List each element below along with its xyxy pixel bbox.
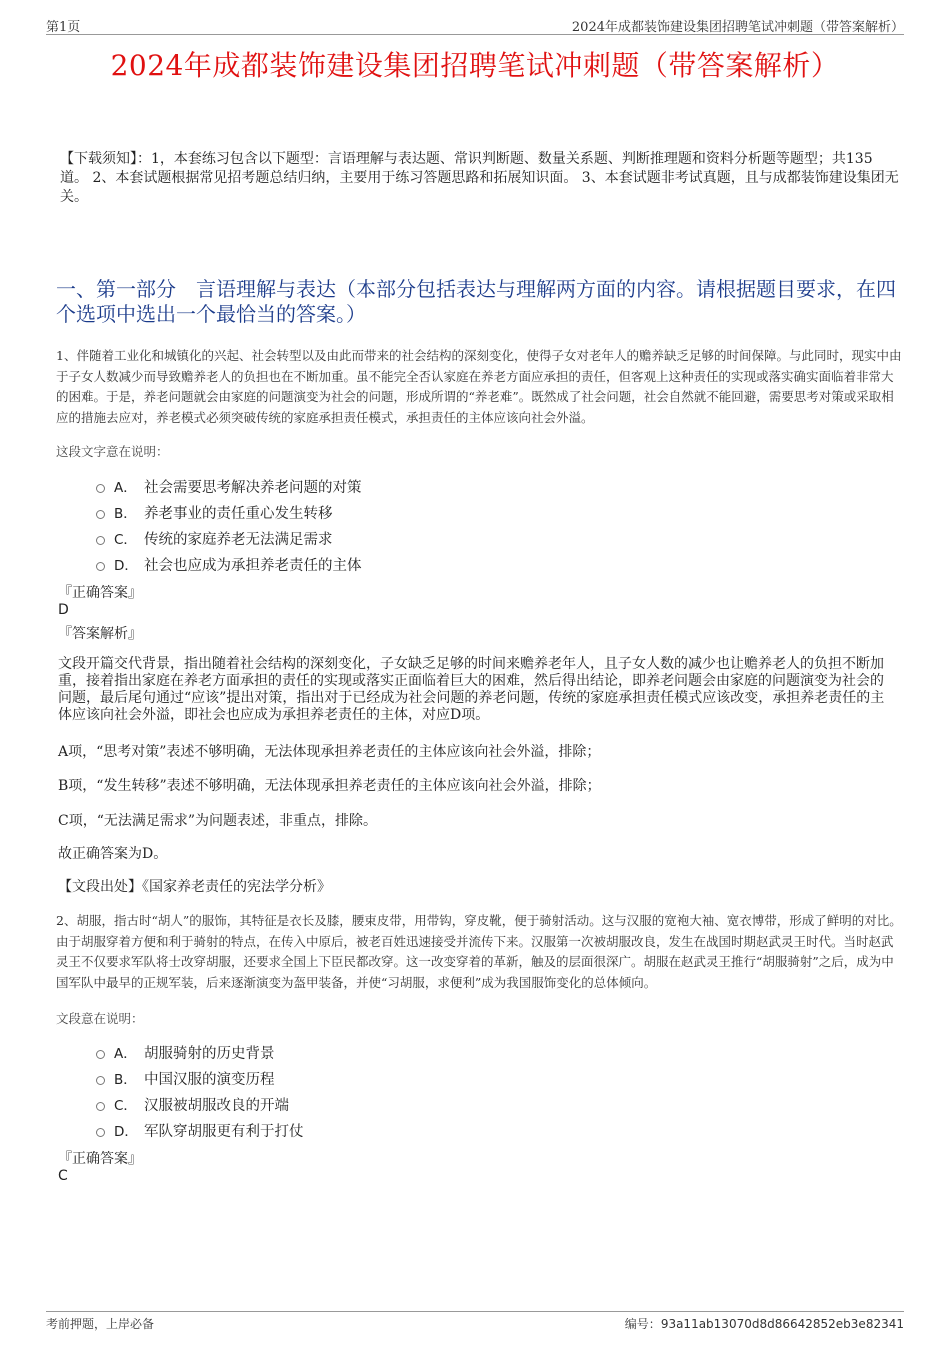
radio-icon[interactable] (96, 562, 105, 571)
header-doc-title: 2024年成都装饰建设集团招聘笔试冲刺题（带答案解析） (571, 20, 904, 35)
code-label: 编号： (624, 1317, 661, 1331)
option-d[interactable]: D． 社会也应成为承担养老责任的主体 (96, 551, 362, 577)
radio-icon[interactable] (96, 1102, 105, 1111)
correct-answer: C (58, 1168, 68, 1184)
code-value: 93a11ab13070d8d86642852eb3e82341 (660, 1317, 904, 1331)
option-c[interactable]: C． 传统的家庭养老无法满足需求 (96, 525, 362, 551)
option-d[interactable]: D． 军队穿胡服更有利于打仗 (96, 1117, 304, 1143)
page-footer (46, 1311, 904, 1334)
question-2-prompt: 文段意在说明： (56, 1011, 144, 1026)
text-source: 【文段出处】《国家养老责任的宪法学分析》 (58, 879, 331, 895)
radio-icon[interactable] (96, 1050, 105, 1059)
correct-answer: D (58, 602, 69, 618)
section-heading: 一、第一部分 言语理解与表达（本部分包括表达与理解两方面的内容。请根据题目要求，在四个选项中选出一个最恰当的答案。） (56, 277, 896, 326)
option-a[interactable]: A． 胡服骑射的历史背景 (96, 1039, 304, 1065)
option-a[interactable]: A． 社会需要思考解决养老问题的对策 (96, 473, 362, 499)
option-c[interactable]: C． 汉服被胡服改良的开端 (96, 1091, 304, 1117)
download-notice: 【下载须知】：1，本套练习包含以下题型：言语理解与表达题、常识判断题、数量关系题、判断推理题和资料分析题等题型；共135道。 2、本套试题根据常见招考题总结归纳，主要用于练习答题思路和拓展知识面。 3、本套试题非考试真题，且与成都装饰建设集团无关。 (60, 151, 899, 205)
question-1-stem: 1、伴随着工业化和城镇化的兴起、社会转型以及由此而带来的社会结构的深刻变化，使得子女对老年人的赡养缺乏足够的时间保障。与此同时，现实中由于子女人数减少而导致赡养老人的负担也在不断加重。虽不能完全否认家庭在养老方面应承担的责任，但客观上这种责任的实现或落实确实面临着非常大的困难。于是，养老问题就会由家庭的问题演变为社会的问题，形成所谓的“养老难”。既然成了社会问题，社会自然就不能回避，需要思考对策或采取相应的措施去应对，养老模式必须突破传统的家庭承担责任模式，承担责任的主体应该向社会外溢。 (56, 348, 902, 425)
analysis-conclusion: 故正确答案为D。 (58, 846, 168, 862)
correct-answer-label: 『正确答案』 (58, 585, 142, 601)
question-2-stem: 2、胡服，指古时“胡人”的服饰，其特征是衣长及膝，腰束皮带，用带钩，穿皮靴，便于骑射活动。这与汉服的宽袍大袖、宽衣博带，形成了鲜明的对比。由于胡服穿着方便和利于骑射的特点，在传入中原后，被老百姓迅速接受并流传下来。汉服第一次被胡服改良，发生在战国时期赵武灵王时代。当时赵武灵王不仅要求军队将士改穿胡服，还要求全国上下臣民都改穿。这一改变穿着的革新，触及的层面很深广。胡服在赵武灵王推行“胡服骑射”之后，成为中国军队中最早的正规军装，后来逐渐演变为盔甲装备，并使“习胡服，求便利”成为我国服饰变化的总体倾向。 (56, 913, 902, 990)
question-1-prompt: 这段文字意在说明： (56, 444, 169, 459)
analysis-note-b: B项，“发生转移”表述不够明确，无法体现承担养老责任的主体应该向社会外溢，排除； (58, 778, 601, 794)
question-2-options (96, 1039, 304, 1143)
analysis-label: 『答案解析』 (58, 626, 142, 642)
page-number: 第1页 (46, 20, 81, 35)
question-1-options (96, 473, 362, 577)
page-title: 2024年成都装饰建设集团招聘笔试冲刺题（带答案解析） (110, 49, 840, 82)
page-header (46, 14, 904, 35)
option-b[interactable]: B． 中国汉服的演变历程 (96, 1065, 304, 1091)
document-code (625, 1315, 904, 1332)
footer-slogan: 考前押题，上岸必备 (46, 1317, 155, 1331)
radio-icon[interactable] (96, 1128, 105, 1137)
analysis-text: 文段开篇交代背景，指出随着社会结构的深刻变化，子女缺乏足够的时间来赡养老年人，且子女人数的减少也让赡养老人的负担不断加重，接着指出家庭在养老方面承担的责任的实现或落实正面临着巨大的困难，然后得出结论，即养老问题会由家庭的问题演变为社会的问题，最后尾句通过“应该”提出对策，指出对于已经成为社会问题的养老问题，传统的家庭承担责任模式应该改变，承担养老责任的主体应该向社会外溢，即社会也应成为承担养老责任的主体，对应D项。 (58, 656, 885, 723)
radio-icon[interactable] (96, 536, 105, 545)
analysis-note-a: A项，“思考对策”表述不够明确，无法体现承担养老责任的主体应该向社会外溢，排除； (58, 744, 601, 760)
radio-icon[interactable] (96, 1076, 105, 1085)
analysis-note-c: C项，“无法满足需求”为问题表述，非重点，排除。 (58, 813, 378, 829)
radio-icon[interactable] (96, 510, 105, 519)
correct-answer-label: 『正确答案』 (58, 1151, 142, 1167)
radio-icon[interactable] (96, 484, 105, 493)
option-b[interactable]: B． 养老事业的责任重心发生转移 (96, 499, 362, 525)
